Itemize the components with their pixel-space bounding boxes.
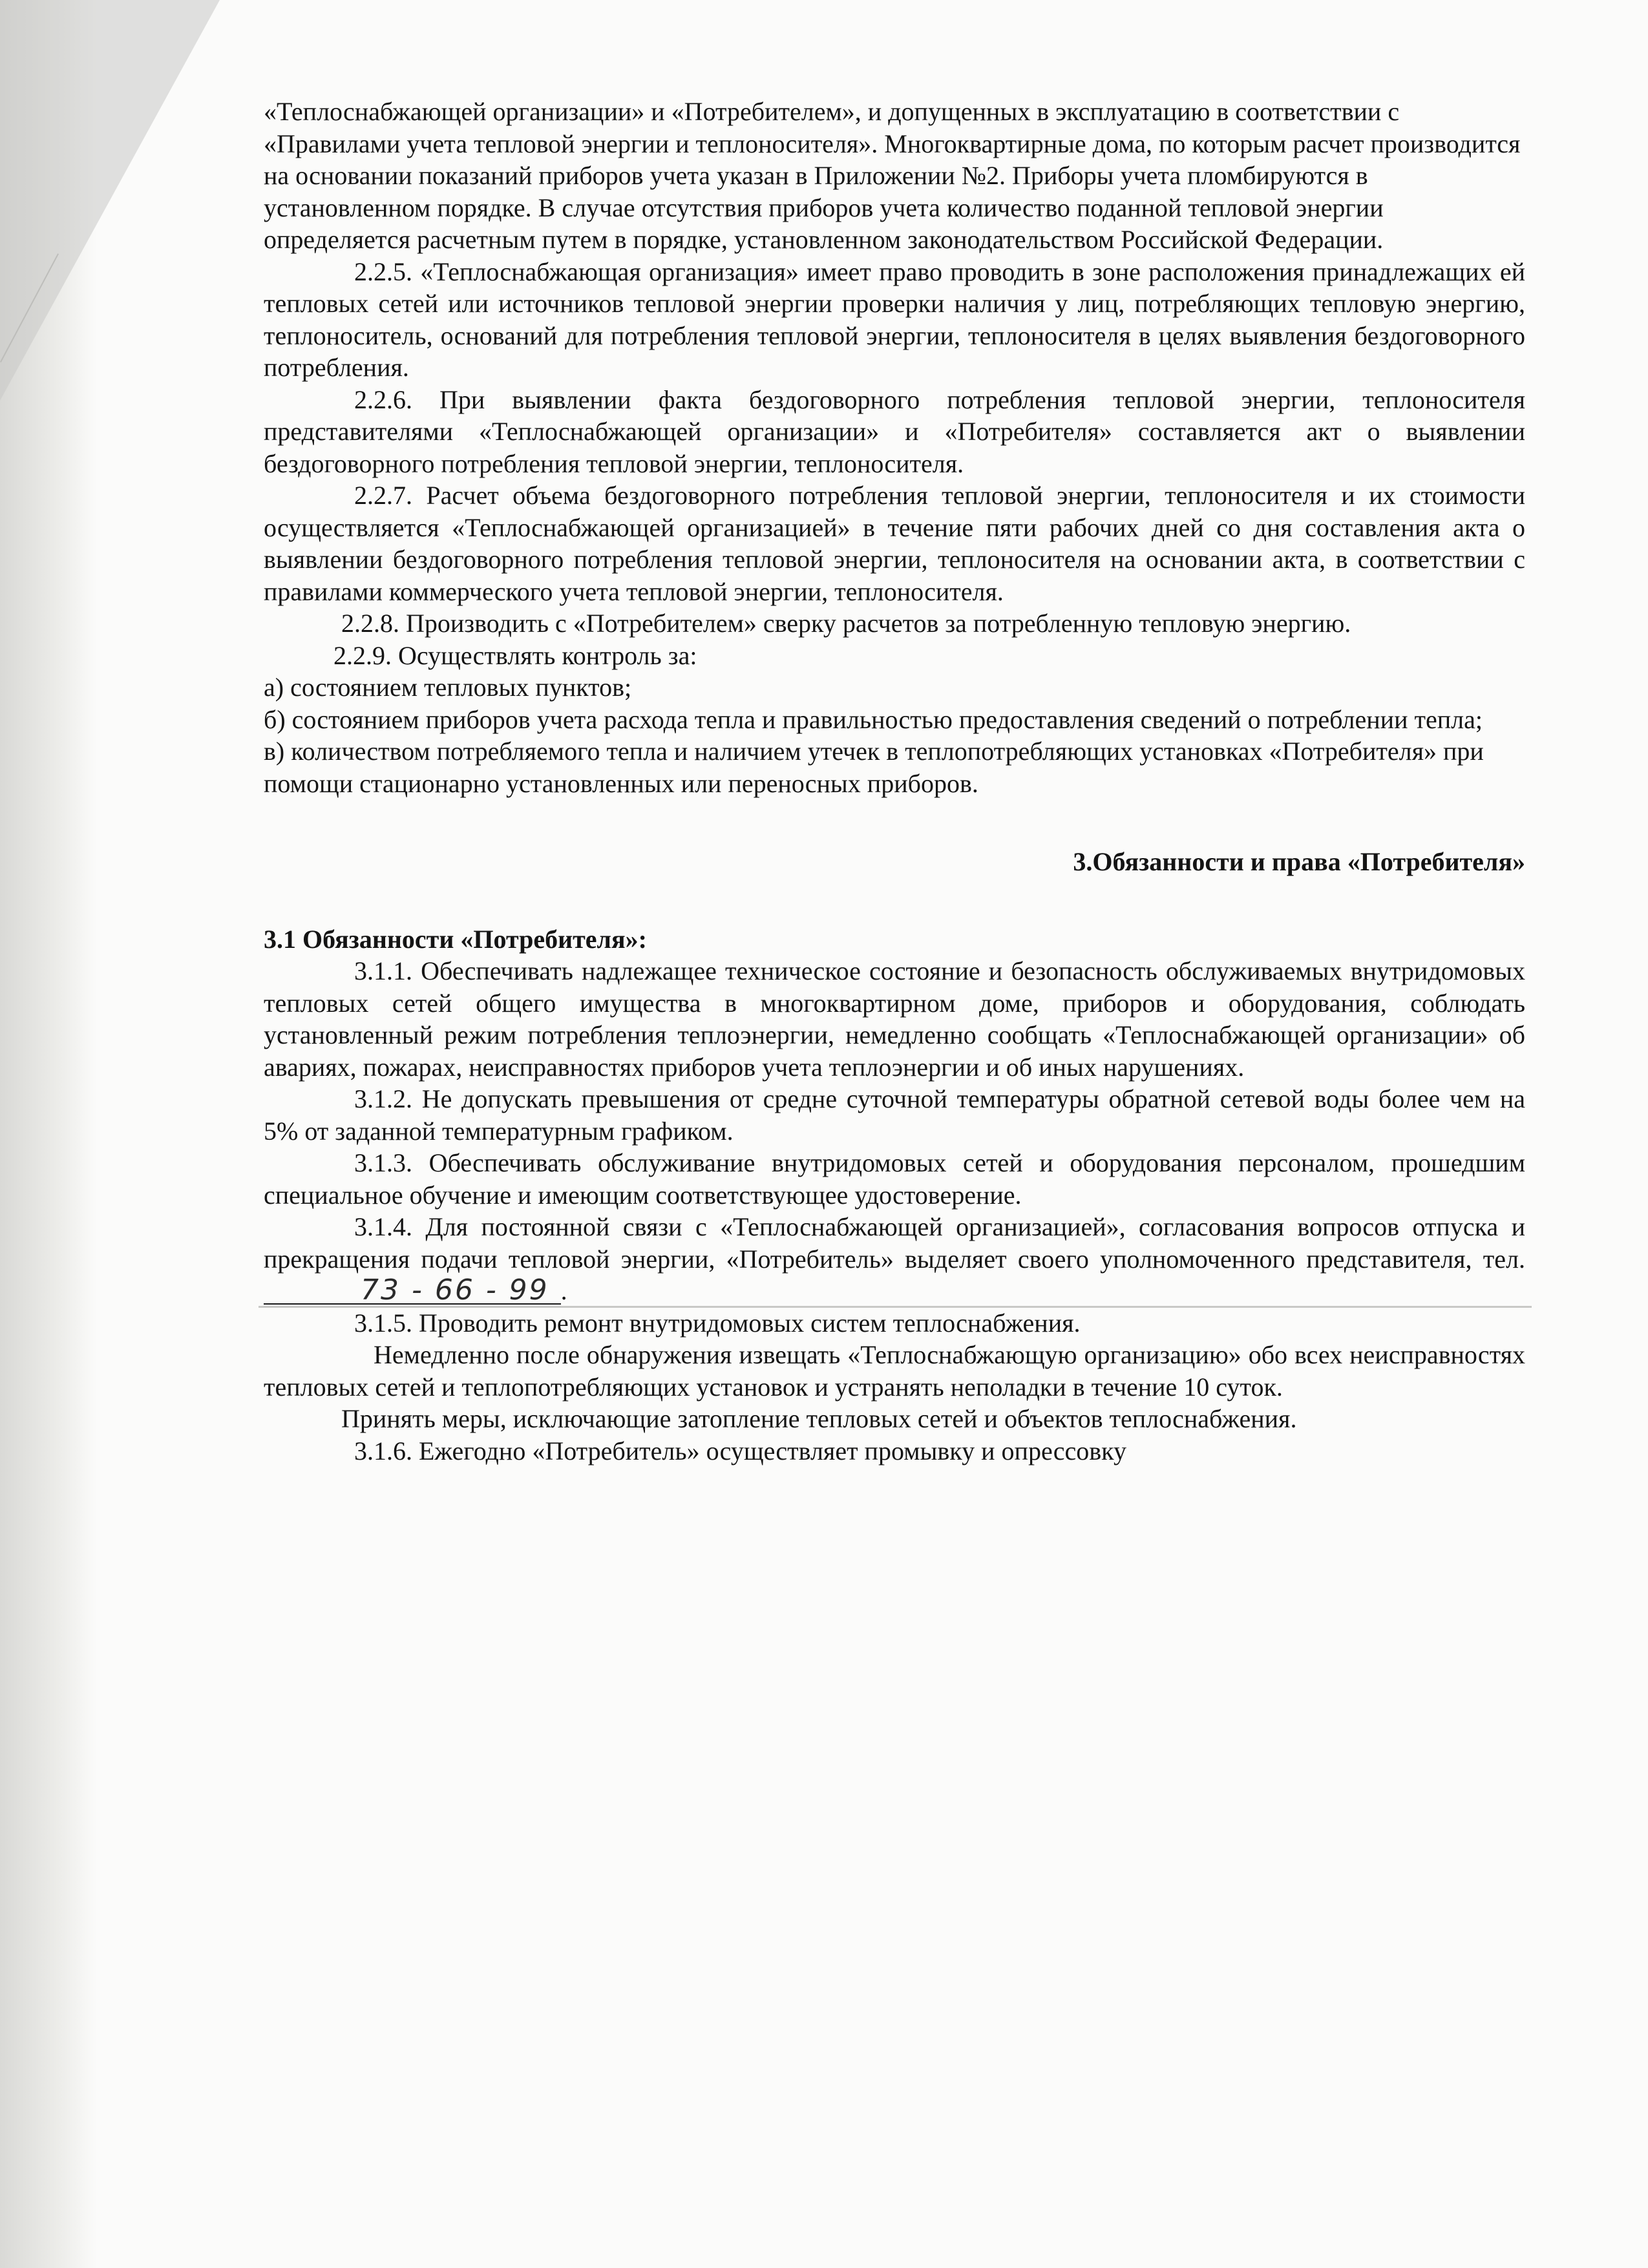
paragraph-3-1-4 bbox=[264, 1211, 1525, 1307]
paragraph-2-2-8: 2.2.8. Производить с «Потребителем» сверку расчетов за потребленную тепловую энергию. bbox=[341, 609, 1351, 638]
paragraph-3-1-4-end: . bbox=[560, 1276, 567, 1305]
list-item-v: в) количеством потребляемого тепла и наличием утечек в теплопотребляющих установках «Потребителя» при помощи стационарно установленных или переносных приборов. bbox=[264, 737, 1484, 798]
paragraph-3-1-4-text: 3.1.4. Для постоянной связи с «Теплоснабжающей организацией», согласования вопросов отпуска и прекращения подачи тепловой энергии, «Потребитель» выделяет своего уполномоченного представителя, тел. bbox=[264, 1212, 1525, 1274]
paragraph-flooding: Принять меры, исключающие затопление тепловых сетей и объектов теплоснабжения. bbox=[341, 1404, 1297, 1433]
folded-corner bbox=[0, 0, 220, 401]
paragraph-continuation: «Теплоснабжающей организации» и «Потребителем», и допущенных в эксплуатацию в соответствии с «Правилами учета тепловой энергии и теплоносителя». Многоквартирные дома, по которым расчет производится на основании показаний приборов учета указан в Приложении №2. Приборы учета пломбируются в установленном порядке. В случае отсутствия приборов учета количество поданной тепловой энергии определяется расчетным путем в порядке, установленном законодательством Российской Федерации. bbox=[264, 97, 1521, 254]
section-heading: 3.Обязанности и права «Потребителя» bbox=[1073, 847, 1525, 876]
paragraph-3-1-2: 3.1.2. Не допускать превышения от средне суточной температуры обратной сетевой воды более чем на 5% от заданной температурным графиком. bbox=[264, 1084, 1525, 1146]
paragraph-3-1-1: 3.1.1. Обеспечивать надлежащее техническое состояние и безопасность обслуживаемых внутридомовых тепловых сетей общего имущества в многоквартирном доме, приборов и оборудования, соблюдать установленный режим потребления теплоэнергии, немедленно сообщать «Теплоснабжающей организации» об авариях, пожарах, неисправностях приборов учета теплоэнергии и об иных нарушениях. bbox=[264, 956, 1525, 1082]
paragraph-3-1-6: 3.1.6. Ежегодно «Потребитель» осуществляет промывку и опрессовку bbox=[354, 1436, 1126, 1465]
document-body bbox=[264, 96, 1525, 1467]
handwritten-phone-number: 73 - 66 - 99 bbox=[264, 1277, 561, 1305]
paragraph-2-2-6: 2.2.6. При выявлении факта бездоговорного потребления тепловой энергии, теплоносителя представителями «Теплоснабжающей организации» и «Потребителя» составляется акт о выявлении бездоговорного потребления тепловой энергии, теплоносителя. bbox=[264, 384, 1525, 478]
paragraph-3-1-5: 3.1.5. Проводить ремонт внутридомовых систем теплоснабжения. bbox=[354, 1308, 1081, 1338]
list-item-a: а) состоянием тепловых пунктов; bbox=[264, 673, 632, 702]
paragraph-2-2-5: 2.2.5. «Теплоснабжающая организация» имеет право проводить в зоне расположения принадлежащих ей тепловых сетей или источников тепловой энергии проверки наличия у лиц, потребляющих тепловую энергию, теплоноситель, оснований для потребления тепловой энергии, теплоносителя в целях выявления бездоговорного потребления. bbox=[264, 257, 1525, 382]
paragraph-2-2-9: 2.2.9. Осуществлять контроль за: bbox=[333, 640, 697, 670]
paragraph-2-2-7: 2.2.7. Расчет объема бездоговорного потребления тепловой энергии, теплоносителя и их стоимости осуществляется «Теплоснабжающей организацией» в течение пяти рабочих дней со дня составления акта о выявлении бездоговорного потребления тепловой энергии, теплоносителя на основании акта, в соответствии с правилами коммерческого учета тепловой энергии, теплоносителя. bbox=[264, 481, 1525, 606]
subsection-heading: 3.1 Обязанности «Потребителя»: bbox=[264, 924, 647, 954]
paragraph-3-1-3: 3.1.3. Обеспечивать обслуживание внутридомовых сетей и оборудования персоналом, прошедшим специальное обучение и имеющим соответствующее удостоверение. bbox=[264, 1148, 1525, 1210]
paragraph-notify: Немедленно после обнаружения извещать «Теплоснабжающую организацию» обо всех неисправностях тепловых сетей и теплопотребляющих установок и устранять неполадки в течение 10 суток. bbox=[264, 1340, 1525, 1402]
list-item-b: б) состоянием приборов учета расхода тепла и правильностью предоставления сведений о потреблении тепла; bbox=[264, 704, 1483, 734]
